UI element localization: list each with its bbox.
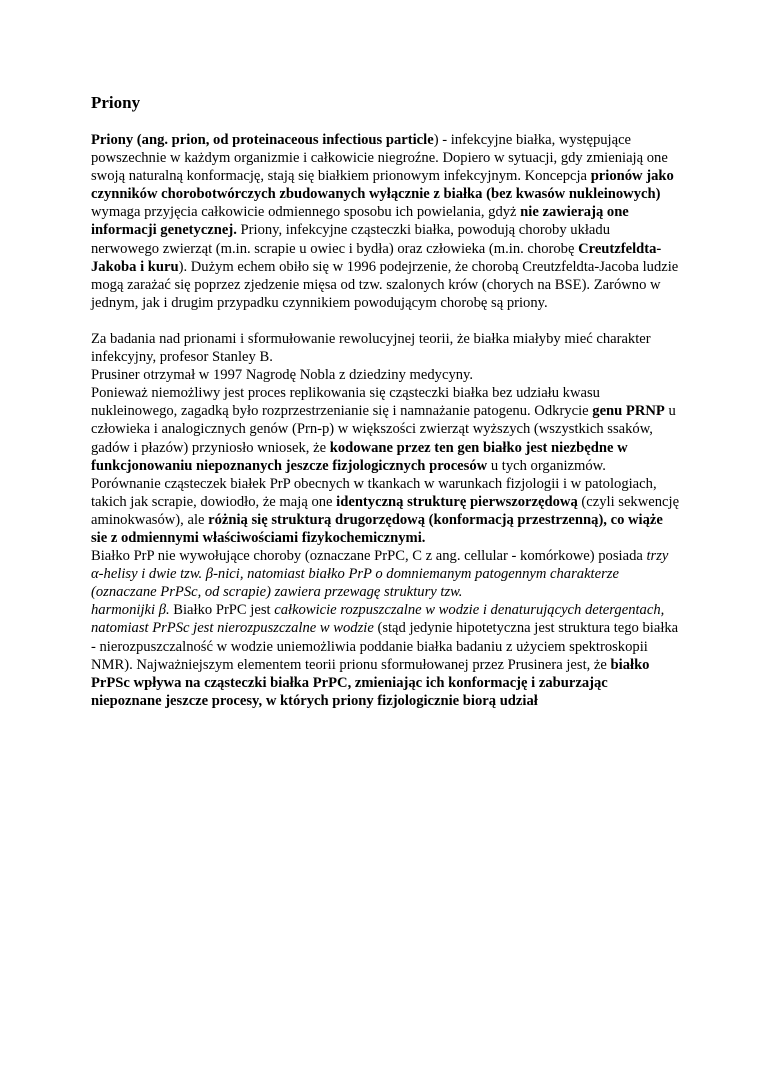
- paragraph-prnp: [91, 384, 681, 474]
- italic-term: harmonijki β.: [91, 602, 170, 619]
- paragraph-prpc: [91, 547, 681, 601]
- paragraph-structure: [91, 475, 681, 547]
- text-run: (stąd jedynie hipotetyczna jest struktura tego białka - nierozpuszczalność w wodzie uniemożliwia poddanie białka badaniu z użyciem spektroskopii NMR). Najważniejszym elementem teorii prionu sformułowanej przez Prusinera jest, że: [91, 620, 679, 673]
- bold-term: nie zawierają one informacji genetycznej.: [91, 204, 629, 239]
- paragraph-gap: [91, 312, 681, 330]
- bold-term: Creutzfeldta-Jakoba i kuru: [91, 240, 662, 275]
- paragraph-nobel-1: Za badania nad prionami i sformułowanie rewolucyjnej teorii, że białka miałyby mieć charakter infekcyjny, profesor Stanley B.: [91, 330, 651, 366]
- text-run: Białko PrP nie wywołujące choroby (oznaczane PrPC, C z ang. cellular - komórkowe) posiada: [91, 548, 647, 565]
- bold-term: różnią się strukturą drugorzędową (konformacją przestrzenną), co wiąże sie z odmiennymi właściwościami fizykochemicznymi.: [91, 511, 663, 546]
- paragraph-prpsc: [91, 601, 681, 710]
- document-body: [91, 131, 681, 710]
- bold-term: genu PRNP: [592, 403, 665, 420]
- text-run: ). Dużym echem obiło się w 1996 podejrzenie, że chorobą Creutzfeldta-Jacoba ludzie mogą zarażać się poprzez zjedzenie mięsa od tzw. szalonych krów (chorych na BSE). Zarówno w jednym, jak i drugim przypadku czynnikiem powodującym chorobę są priony.: [91, 258, 679, 311]
- text-run: wymaga przyjęcia całkowicie odmiennego sposobu ich powielania, gdyż: [91, 204, 521, 221]
- page-title: Priony: [91, 93, 141, 112]
- text-run: Białko PrPC jest: [169, 602, 275, 619]
- text-run: Priony, infekcyjne cząsteczki białka, powodują choroby układu nerwowego zwierząt (m.in. scrapie u owiec i bydła) oraz człowieka (m.in. chorobę: [91, 222, 610, 257]
- bold-term: Priony (ang. prion, od proteinaceous infectious particle: [91, 132, 434, 148]
- bold-term: kodowane przez ten gen białko jest niezbędne w funkcjonowaniu niepoznanych jeszcze fizjologicznych procesów: [91, 439, 628, 474]
- italic-term: całkowicie rozpuszczalne w wodzie i denaturujących detergentach, natomiast PrPSc jest nierozpuszczalne w wodzie: [91, 602, 665, 637]
- text-run: Porównanie cząsteczek białek PrP obecnych w tkankach w warunkach fizjologii i w patologiach, takich jak scrapie, dowiodło, że mają one: [91, 475, 657, 510]
- paragraph-nobel-2: Prusiner otrzymał w 1997 Nagrodę Nobla z dziedziny medycyny.: [91, 367, 474, 384]
- italic-term: trzy α-helisy i dwie tzw. β-nici, natomiast białko PrP o domniemanym patogennym charakterze (oznaczane PrPSc, od scrapie) zawiera przewagę struktury tzw.: [91, 548, 669, 601]
- text-run: Ponieważ niemożliwy jest proces replikowania się cząsteczki białka bez udziału kwasu nukleinowego, zagadką było rozprzestrzenianie się i namnażanie patogenu. Odkrycie: [91, 385, 600, 420]
- text-run: ) - infekcyjne białka, występujące powszechnie w każdym organizmie i całkowicie niegroźne. Dopiero w sytuacji, gdy zmieniają one swoją naturalną konformację, stają się białkiem prionowym infekcyjnym. Koncepcja: [91, 132, 668, 185]
- text-run: u tych organizmów.: [487, 457, 606, 474]
- text-run: u człowieka i analogicznych genów (Prn-p) w większości zwierząt wyższych (wszystkich ssaków, gadów i płazów) przyniosło wniosek, że: [91, 403, 676, 456]
- bold-term: prionów jako czynników chorobotwórczych zbudowanych wyłącznie z białka (bez kwasów nukleinowych): [91, 168, 674, 203]
- bold-term: białko PrPSc wpływa na cząsteczki białka PrPC, zmieniając ich konformację i zaburzając niepoznane jeszcze procesy, w których priony fizjologicznie biorą udział: [91, 656, 650, 709]
- text-run: (czyli sekwencję aminokwasów), ale: [91, 493, 680, 528]
- bold-term: identyczną strukturę pierwszorzędową: [336, 493, 578, 510]
- paragraph-intro: [91, 131, 681, 312]
